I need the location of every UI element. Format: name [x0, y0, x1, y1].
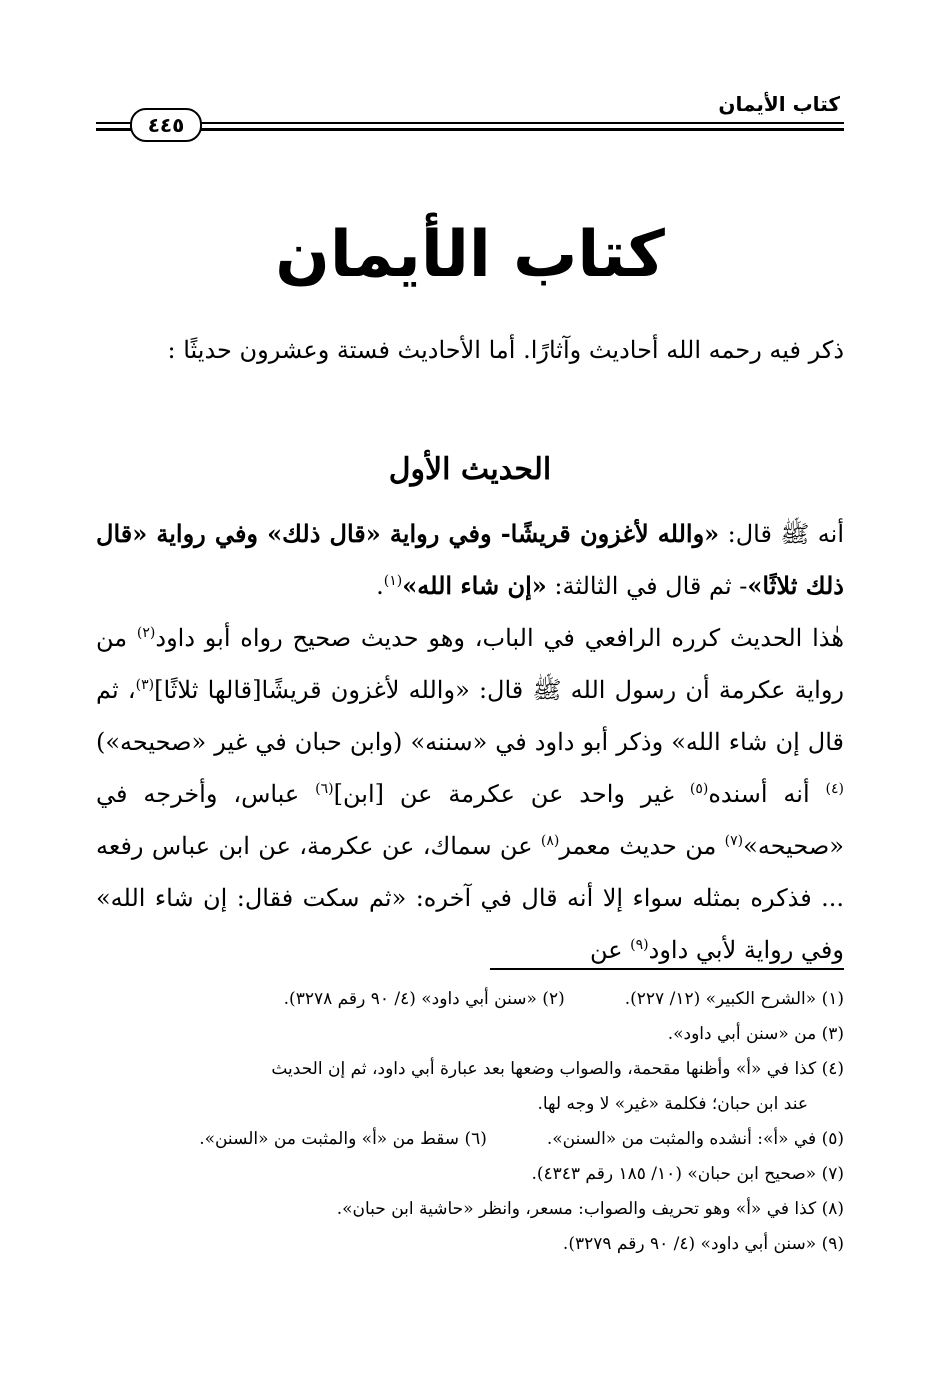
footnote-8: (٨) كذا في «أ» وهو تحريف والصواب: مسعر، وانظر «حاشية ابن حبان».: [336, 1199, 844, 1219]
footnote-7: (٧) «صحيح ابن حبان» (١٠/ ١٨٥ رقم ٤٣٤٣).: [531, 1164, 844, 1184]
footnote-ref[interactable]: (٤): [825, 781, 844, 797]
footnote-ref[interactable]: (٢): [136, 625, 156, 641]
footnote-ref[interactable]: (٣): [135, 677, 155, 693]
quote-bold: «والله لأغزون قريشًا- وفي رواية «قال ذلك» وفي رواية «قال ذلك ثلاثًا»: [96, 519, 844, 600]
section-heading: الحديث الأول: [388, 452, 552, 487]
quote-bold: «إن شاء الله»: [402, 571, 547, 600]
text-run: - ثم قال في الثالثة:: [546, 572, 748, 600]
footnote-ref[interactable]: (٩): [630, 937, 649, 953]
text-run: عن: [589, 936, 631, 964]
text-run: هٰذا الحديث كرره الرافعي في الباب، وهو حديث صحيح رواه أبو داود: [155, 624, 844, 652]
header-rule-top: [96, 122, 844, 124]
text-run: أنه أسنده: [708, 780, 826, 808]
footnote-6: (٦) سقط من «أ» والمثبت من «السنن».: [199, 1129, 487, 1149]
page-number: [130, 108, 202, 142]
footnote-5: (٥) في «أ»: أنشده والمثبت من «السنن».: [546, 1129, 844, 1149]
footnote-row: [96, 1122, 844, 1157]
text-run: من حديث معمر: [559, 832, 725, 860]
main-text: [96, 508, 844, 976]
footnote-3: (٣) من «سنن أبي داود».: [667, 1024, 844, 1044]
footnote-ref[interactable]: (٦): [315, 781, 334, 797]
footnotes: [96, 982, 844, 1262]
page-number-label: ٤٤٥: [147, 113, 185, 137]
running-title: كتاب الأيمان: [718, 92, 840, 116]
header-rule-bottom: [96, 128, 844, 131]
paragraph-2: [96, 612, 844, 976]
paragraph-1: [96, 508, 844, 612]
footnote-2: (٢) «سنن أبي داود» (٤/ ٩٠ رقم ٣٢٧٨).: [283, 989, 565, 1009]
text-run: غير واحد عن عكرمة عن [ابن]: [333, 780, 690, 808]
footnote-1: (١) «الشرح الكبير» (١٢/ ٢٢٧).: [624, 989, 844, 1009]
footnote-9: (٩) «سنن أبي داود» (٤/ ٩٠ رقم ٣٢٧٩).: [562, 1234, 844, 1254]
footnote-ref[interactable]: (٨): [540, 833, 560, 849]
chapter-title: كتاب الأيمان: [275, 218, 665, 292]
text-run: عن سماك، عن عكرمة، عن ابن عباس رفعه ... فذكره بمثله سواء إلا أنه قال في آخره: «ثم سكت فقال: إن شاء الله» وفي رواية لأبي داود: [96, 832, 844, 964]
footnote-separator: [490, 968, 844, 970]
text-run: أنه ﷺ قال:: [719, 520, 844, 548]
footnote-ref[interactable]: (٥): [689, 781, 709, 797]
footnote-4-continued: عند ابن حبان؛ فكلمة «غير» لا وجه لها.: [537, 1094, 808, 1114]
text-run: من رواية عكرمة أن رسول الله ﷺ قال: «والله لأغزون قريشًا[قالها ثلاثًا]: [96, 624, 845, 704]
text-run: ، ثم قال إن شاء الله» وذكر أبو داود في «سننه» (وابن حبان في غير «صحيحه»): [96, 676, 844, 756]
footnote-row: [96, 982, 844, 1017]
text-run: عباس، وأخرجه في «صحيحه»: [96, 780, 844, 860]
intro-paragraph: ذكر فيه رحمه الله أحاديث وآثارًا. أما الأحاديث فستة وعشرون حديثًا :: [167, 336, 844, 364]
footnote-4: (٤) كذا في «أ» وأظنها مقحمة، والصواب وضعها بعد عبارة أبي داود، ثم إن الحديث: [271, 1059, 844, 1079]
footnote-ref[interactable]: (١): [383, 573, 403, 589]
text-run: .: [376, 572, 384, 600]
footnote-ref[interactable]: (٧): [724, 833, 744, 849]
